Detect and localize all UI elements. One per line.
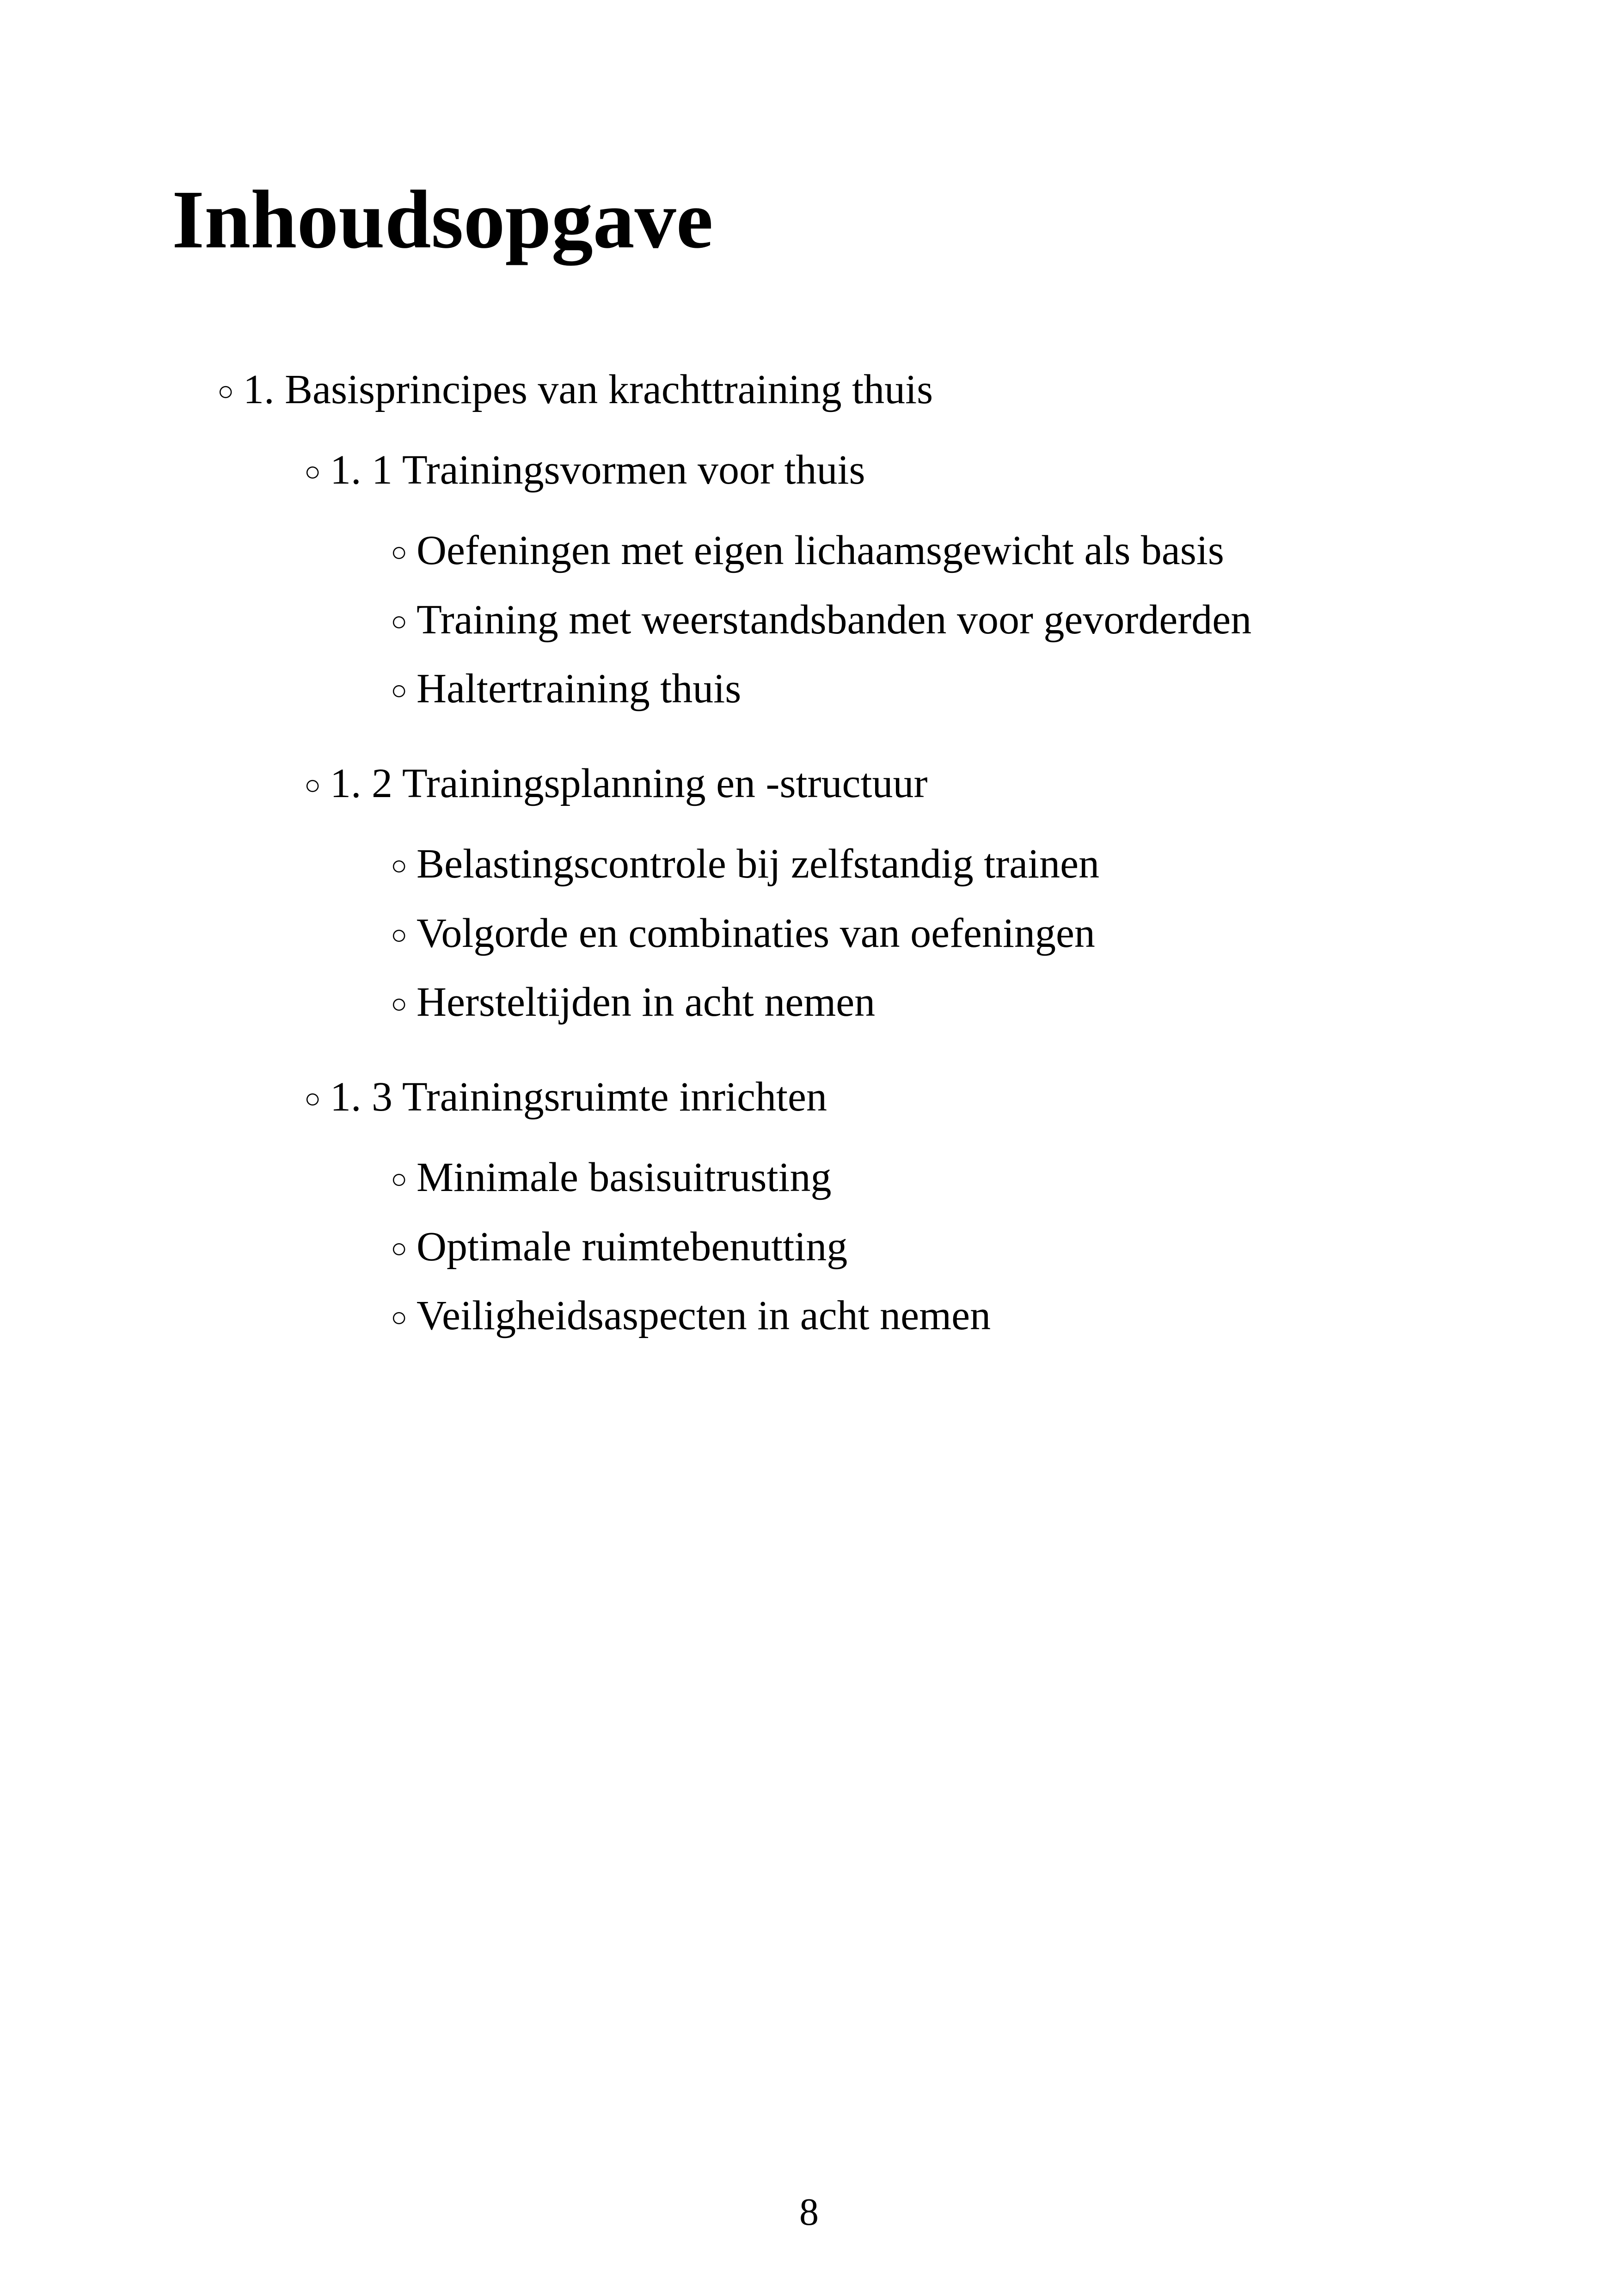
toc-entry[interactable]: [391, 977, 875, 1028]
toc-entry-label: Minimale basisuitrusting: [417, 1154, 832, 1200]
toc-entry[interactable]: [304, 445, 865, 496]
toc-entry-label: Haltertraining thuis: [417, 666, 742, 712]
bullet-circle-icon: ○: [391, 675, 408, 706]
toc-entry-label: Optimale ruimtebenutting: [417, 1224, 848, 1270]
toc-entry-label: 1. 3 Trainingsruimte inrichten: [330, 1074, 827, 1120]
toc-entry-label: Training met weerstandsbanden voor gevorderden: [417, 597, 1252, 643]
toc-entry[interactable]: [217, 364, 933, 415]
toc-entry[interactable]: [391, 663, 741, 714]
toc-entry-label: Veiligheidsaspecten in acht nemen: [417, 1293, 991, 1338]
bullet-circle-icon: ○: [391, 1233, 408, 1264]
toc-entry[interactable]: [391, 1290, 991, 1341]
page-title: Inhoudsopgave: [172, 173, 713, 265]
bullet-circle-icon: ○: [391, 1302, 408, 1332]
bullet-circle-icon: ○: [391, 606, 408, 637]
bullet-circle-icon: ○: [391, 1164, 408, 1194]
toc-entry[interactable]: [391, 908, 1095, 959]
bullet-circle-icon: ○: [391, 920, 408, 950]
toc-entry[interactable]: [391, 839, 1099, 890]
toc-entry[interactable]: [304, 1072, 827, 1123]
toc-entry-label: Volgorde en combinaties van oefeningen: [417, 910, 1095, 956]
page-number: 8: [799, 2191, 819, 2234]
toc-entry[interactable]: [391, 525, 1224, 576]
toc-entry-label: 1. 2 Trainingsplanning en -structuur: [330, 761, 928, 806]
bullet-circle-icon: ○: [391, 850, 408, 881]
toc-entry-label: Oefeningen met eigen lichaamsgewicht als basis: [417, 528, 1224, 573]
toc-entry-label: Hersteltijden in acht nemen: [417, 979, 876, 1025]
bullet-circle-icon: ○: [391, 988, 408, 1019]
bullet-circle-icon: ○: [304, 1083, 321, 1114]
bullet-circle-icon: ○: [391, 537, 408, 567]
bullet-circle-icon: ○: [304, 456, 321, 487]
toc-entry[interactable]: [391, 1222, 847, 1272]
toc-entry[interactable]: [391, 1152, 831, 1203]
bullet-circle-icon: ○: [217, 376, 234, 406]
toc-entry-label: 1. Basisprincipes van krachttraining thuis: [243, 367, 933, 412]
toc-entry[interactable]: [304, 758, 927, 809]
bullet-circle-icon: ○: [304, 770, 321, 800]
toc-entry[interactable]: [391, 595, 1251, 645]
toc-entry-label: Belastingscontrole bij zelfstandig trainen: [417, 841, 1100, 887]
toc-entry-label: 1. 1 Trainingsvormen voor thuis: [330, 447, 865, 493]
